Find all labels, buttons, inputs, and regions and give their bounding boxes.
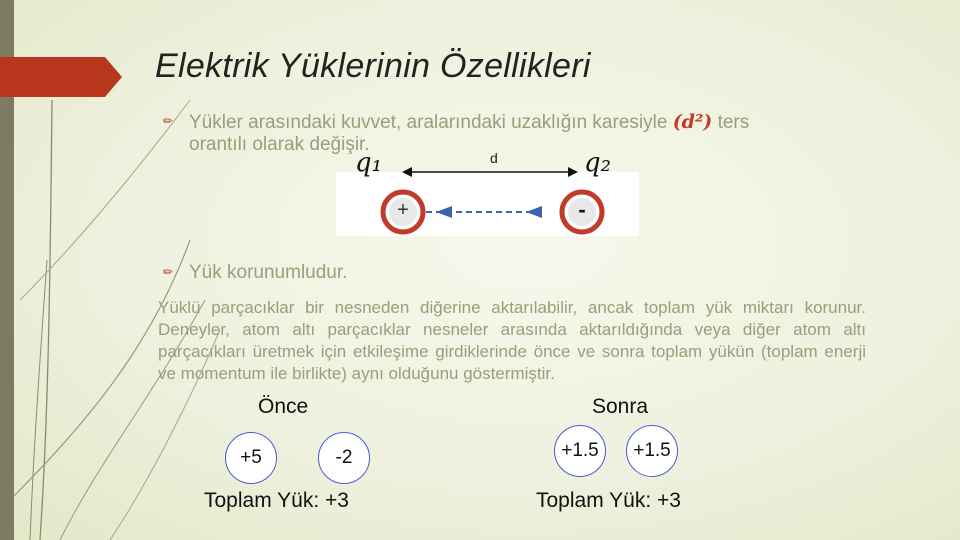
after-total: Toplam Yük: +3 — [536, 489, 681, 512]
bullet-pencil-icon: ✏ — [163, 114, 174, 128]
bullet-pencil-icon: ✏ — [163, 265, 174, 279]
charge-q1-label: q₁ — [355, 148, 383, 178]
title-accent-tab — [0, 57, 122, 97]
body-paragraph: Yüklü parçacıklar bir nesneden diğerine aktarılabilir, ancak toplam yük miktarı korunur. Deneyler, atom altı parçacıklar nesneler arasında aktarıldığında veya diğer atom altı parçacıkları üretmek için etkileşime girdiklerinde önce ve sonra toplam yükün (toplam enerji ve momentum ile birlikte) aynı olduğunu göstermiştir. — [158, 298, 866, 383]
before-label: Önce — [258, 395, 309, 418]
bullet-2: Yük korunumludur. — [189, 262, 348, 283]
positive-sign: + — [397, 199, 409, 221]
after-charge-2: +1.5 — [626, 425, 678, 477]
distance-label: d — [490, 150, 498, 166]
bullet-1 — [189, 111, 829, 156]
bullet-1-formula: (d²) — [672, 111, 713, 133]
negative-sign: - — [578, 197, 586, 222]
before-charge-2: -2 — [318, 432, 370, 484]
slide-title: Elektrik Yüklerinin Özellikleri — [155, 47, 591, 85]
bullet-1-end: ters — [717, 112, 750, 133]
before-total: Toplam Yük: +3 — [204, 489, 349, 512]
before-charge-1: +5 — [225, 432, 277, 484]
bullet-1-text: Yükler arasındaki kuvvet, aralarındaki uzaklığın karesiyle — [189, 112, 668, 133]
after-label: Sonra — [592, 395, 649, 418]
charge-q2-label: q₂ — [584, 148, 612, 178]
bullet-1-line2: orantılı olarak değişir. — [189, 134, 370, 155]
after-charge-1: +1.5 — [554, 425, 606, 477]
